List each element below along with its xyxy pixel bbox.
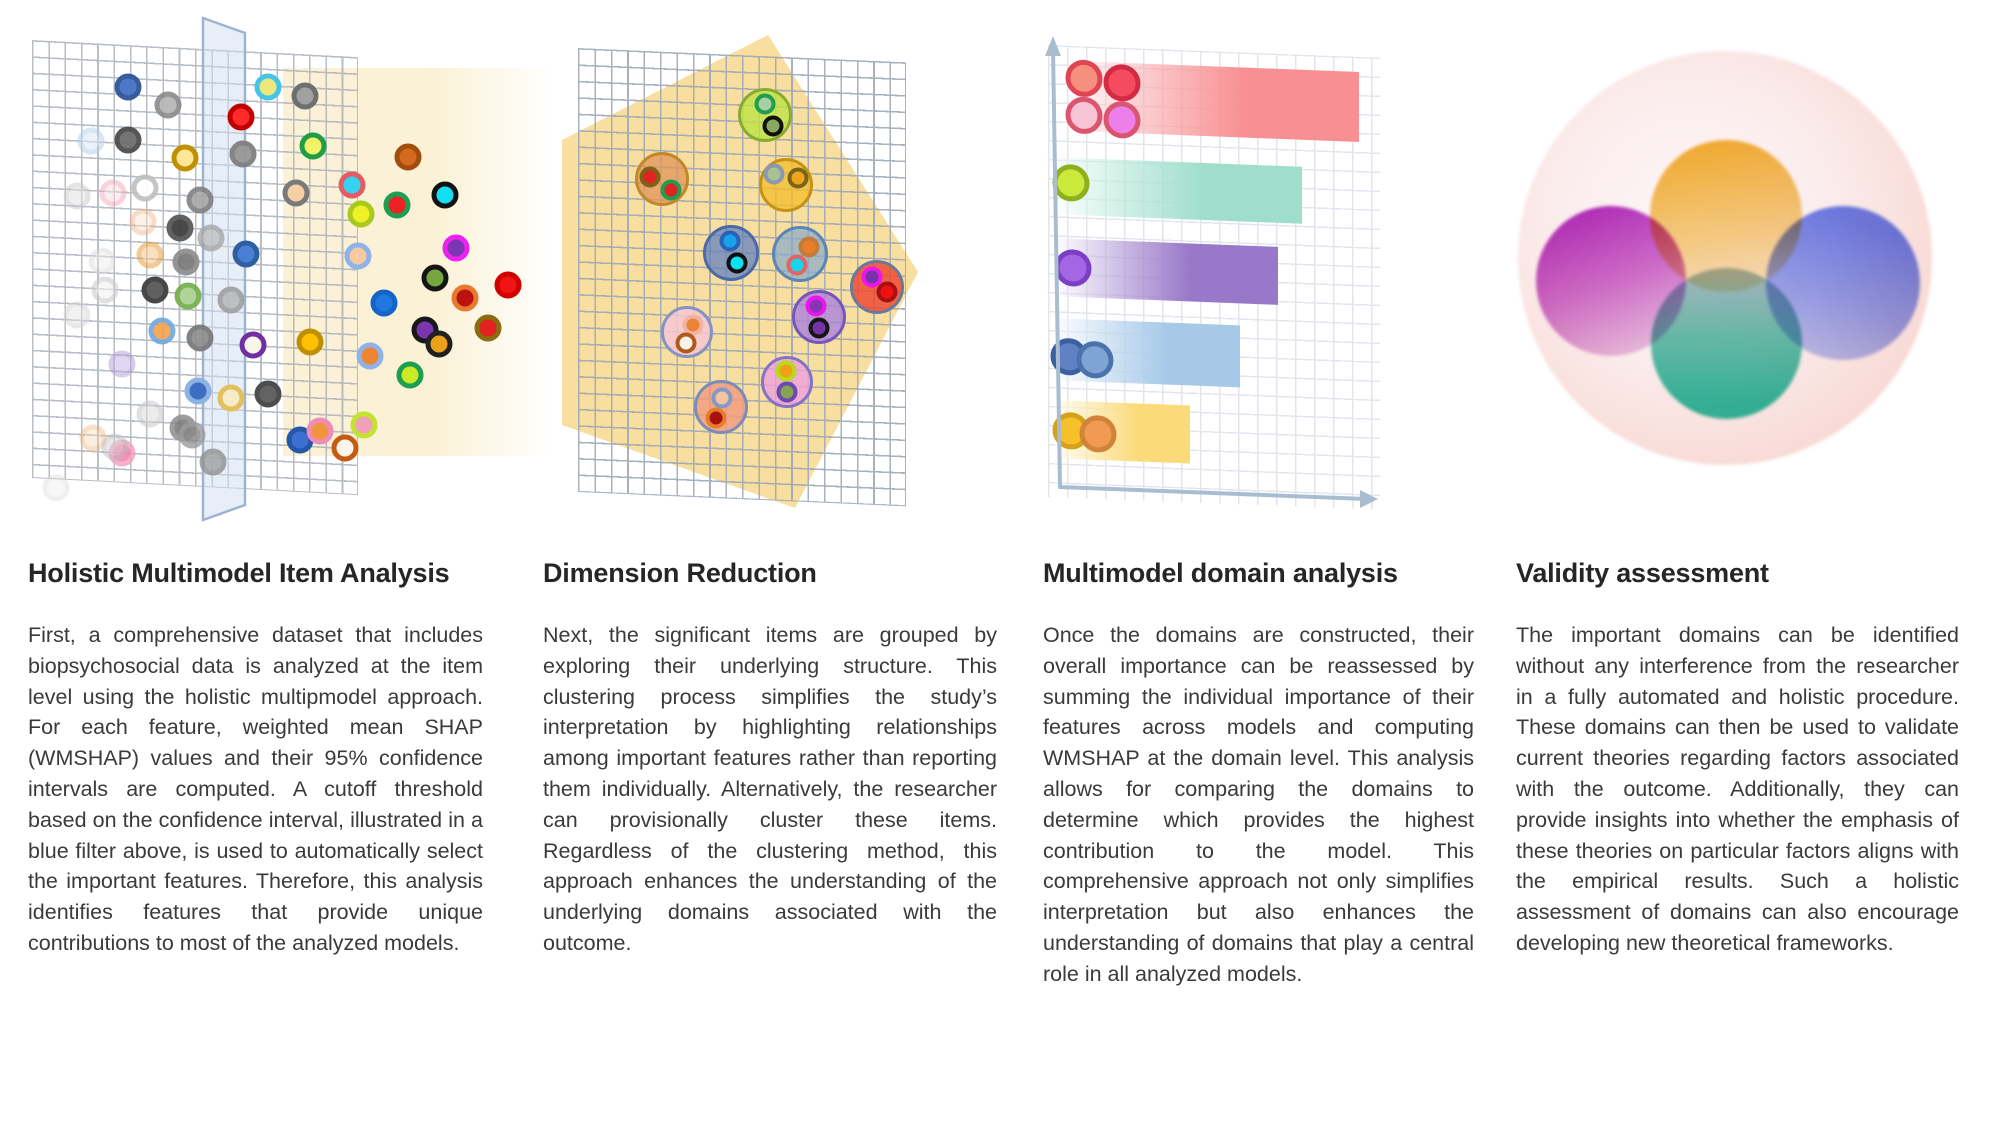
clustered-item-dot [763,116,784,137]
clustered-item-dot [727,253,748,274]
clustered-item-dot [712,388,733,409]
feature-dot [475,315,502,342]
clustered-item-dot [799,237,820,258]
feature-dot [115,127,142,154]
feature-dot [179,422,206,449]
feature-dot [149,318,176,345]
feature-dot [452,285,479,312]
feature-dot [109,351,136,378]
feature-dot [173,249,200,276]
feature-dot [351,412,378,439]
clustered-item-dot [676,333,697,354]
feature-dot [218,287,245,314]
feature-dot [185,378,212,405]
clustered-item-dot [755,94,776,115]
clustered-item-dot [720,231,741,252]
clustered-item-dot [877,282,898,303]
feature-dot [64,183,91,210]
panel-title: Validity assessment [1516,558,1769,588]
clustered-item-dot [809,318,830,339]
clustered-item-dot [764,164,785,185]
feature-dot [240,332,267,359]
feature-dot [357,343,384,370]
feature-dot [422,265,449,292]
feature-dot [283,180,310,207]
feature-dot [233,241,260,268]
feature-dot [345,243,372,270]
feature-dot [218,385,245,412]
feature-dot [172,145,199,172]
feature-dot [297,329,324,356]
clustered-item-dot [787,255,808,276]
feature-dot [332,435,359,462]
panel-title: Dimension Reduction [543,558,817,588]
feature-dot [200,449,227,476]
feature-dot [64,302,91,329]
feature-dot [115,74,142,101]
feature-dot [43,475,70,502]
feature-dot [155,92,182,119]
feature-dot [397,362,424,389]
feature-dot [255,381,282,408]
panel-body: The important domains can be identified without any interference from the researcher in a fully automated and holistic procedure. These domains can then be used to validate current theories regarding factors associated with the outcome. Additionally, they can provide insights into whether the emphasis of these theories on particular factors aligns with the empirical results. Such a holistic assessment of domains can also encourage developing new theoretical frameworks. [1516,623,1959,955]
feature-dot [137,242,164,269]
feature-dot [228,104,255,131]
feature-dot [175,283,202,310]
feature-dot [102,434,129,461]
clustered-item-dot [640,167,661,188]
panel-title: Multimodel domain analysis [1043,558,1398,588]
feature-dot [426,331,453,358]
feature-dot [348,201,375,228]
feature-dot [371,290,398,317]
feature-dot [339,172,366,199]
panel-title: Holistic Multimodel Item Analysis [28,558,450,588]
feature-dot [100,180,127,207]
clustered-item-dot [661,180,682,201]
feature-dot [495,272,522,299]
feature-dot [137,401,164,428]
feature-dot [307,418,334,445]
feature-dot [89,248,116,275]
panel-body: Next, the significant items are grouped by exploring their underlying structure. This clustering process simplifies the study’s interpretation by highlighting relationships among important features rather than reporting them individually. Alternatively, the researcher can provisionally cluster these items. Regardless of the clustering method, this approach enhances the understanding of the underlying domains associated with the outcome. [543,623,997,955]
feature-dot [432,182,459,209]
panel-body: Once the domains are constructed, their overall importance can be reassessed by summing the individual importance of their features across models and computing WMSHAP at the domain level. This analysis allows for comparing the domains to determine which provides the highest contribution to the model. This comprehensive approach not only simplifies interpretation but also enhances the understanding of domains that play a central role in all analyzed models. [1043,623,1474,986]
feature-dot [132,175,159,202]
clustered-item-dot [788,168,809,189]
feature-dot [187,187,214,214]
clustered-item-dot [776,361,797,382]
feature-dot [292,83,319,110]
clustered-item-dot [706,408,727,429]
feature-dot [130,209,157,236]
feature-dot [198,225,225,252]
panel-body: First, a comprehensive dataset that includes biopsychosocial data is analyzed at the item level using the holistic multipmodel approach. For each feature, weighted mean SHAP (WMSHAP) values and their 95% confidence intervals are computed. A cutoff threshold based on the confidence interval, illustrated in a blue filter above, is used to automatically select the important features. Therefore, this analysis identifies features that provide unique contributions to most of the analyzed models. [28,623,483,955]
feature-dot [395,144,422,171]
clustered-item-dot [806,296,827,317]
feature-dot [230,141,257,168]
feature-dot [92,277,119,304]
feature-dot [187,325,214,352]
feature-dot [142,277,169,304]
feature-dot [384,192,411,219]
clustered-item-dot [777,382,798,403]
feature-dot [167,215,194,242]
feature-dot [78,128,105,155]
feature-dot [300,133,327,160]
feature-dot [443,235,470,262]
feature-dot [255,74,282,101]
